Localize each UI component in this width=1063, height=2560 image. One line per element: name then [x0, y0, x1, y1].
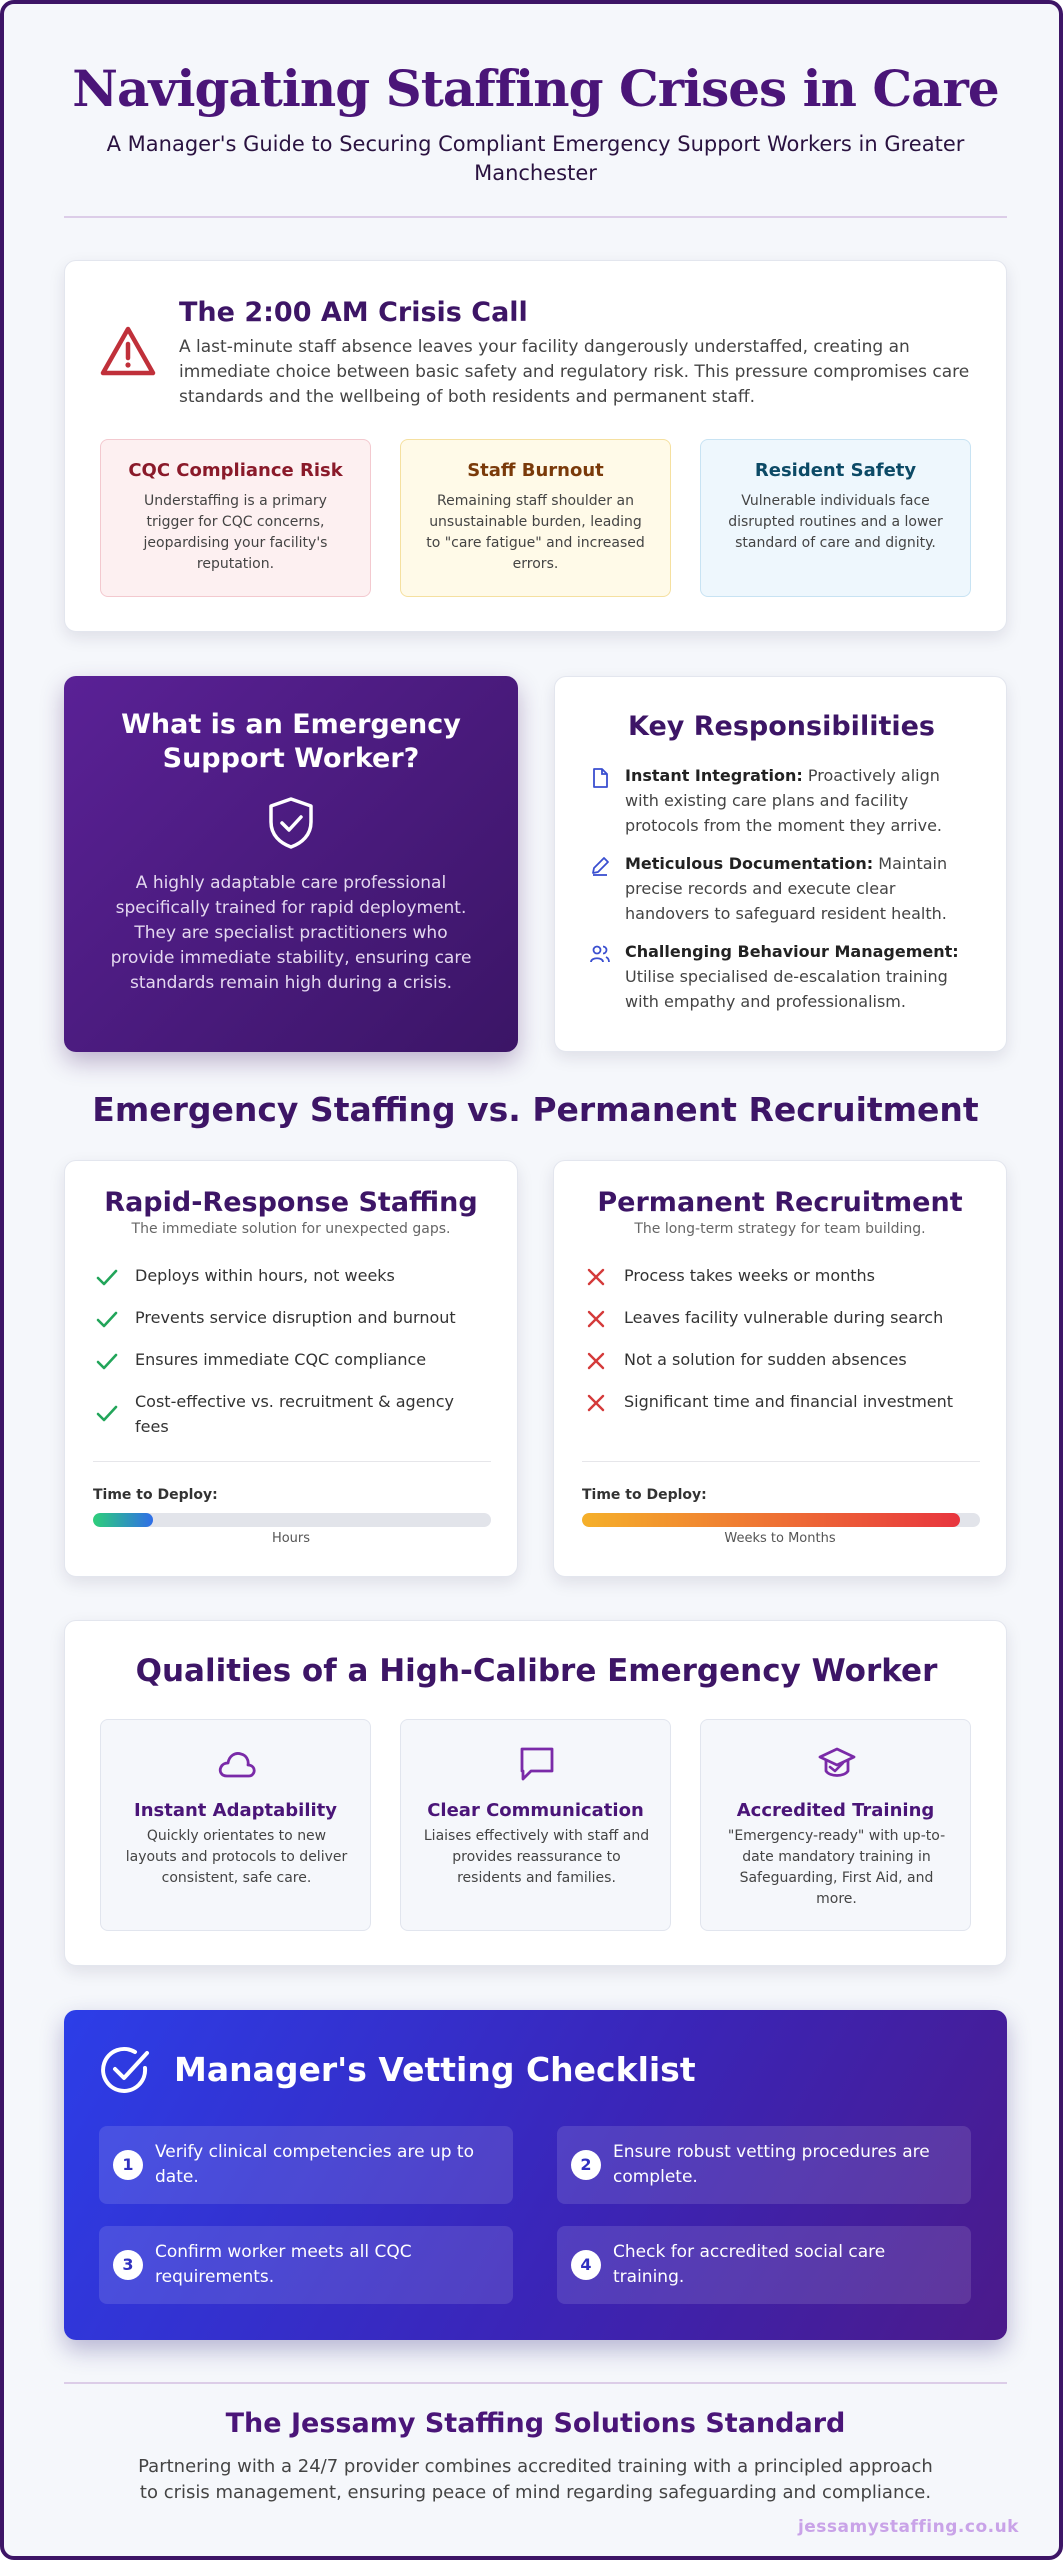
risk-resident-safety [700, 439, 971, 597]
deploy-time-bar [93, 1513, 491, 1527]
divider [93, 1461, 491, 1462]
rapid-item: Ensures immediate CQC compliance [135, 1350, 427, 1369]
responsibility-text: Utilise specialised de-escalation training with empathy and professionalism. [625, 967, 948, 1011]
responsibilities-title: Key Responsibilities [628, 711, 935, 742]
rapid-item: Deploys within hours, not weeks [135, 1266, 395, 1285]
risk-title: Resident Safety [754, 460, 917, 481]
deploy-caption: Weeks to Months [724, 1531, 836, 1546]
permanent-item: Not a solution for sudden absences [624, 1350, 907, 1369]
step-number: 3 [113, 2250, 143, 2280]
permanent-item: Process takes weeks or months [624, 1266, 875, 1285]
risk-text: Remaining staff shoulder an unsustainable burden, leading to "care fatigue" and increased errors. [426, 493, 645, 572]
document-icon [589, 767, 611, 789]
graduation-cap-icon [816, 1744, 858, 1784]
quality-communication [400, 1719, 671, 1931]
quality-text: Quickly orientates to new layouts and protocols to deliver consistent, safe care. [125, 1828, 348, 1886]
page-title: Navigating Staffing Crises in Care [72, 59, 999, 118]
comparison-title: Emergency Staffing vs. Permanent Recruitment [92, 1090, 979, 1129]
rapid-item: Prevents service disruption and burnout [135, 1308, 456, 1327]
deploy-caption: Hours [271, 1531, 311, 1546]
quality-adaptability [100, 1719, 371, 1931]
checklist-step [557, 2126, 971, 2204]
responsibilities-card [554, 676, 1007, 1052]
deploy-label: Time to Deploy: [582, 1487, 707, 1503]
vetting-checklist-card [64, 2010, 1007, 2340]
esw-text: A highly adaptable care professional specifically trained for rapid deployment. They are specialist practitioners who provide immediate stability, ensuring care standards remain high during a crisis. [110, 873, 472, 993]
risk-burnout [400, 439, 671, 597]
check-icon [95, 1265, 119, 1289]
step-text: Verify clinical competencies are up to date. [155, 2142, 474, 2187]
cross-icon [584, 1349, 608, 1373]
permanent-subtitle: The long-term strategy for team building. [634, 1221, 926, 1237]
cross-icon [584, 1391, 608, 1415]
step-number: 2 [571, 2150, 601, 2180]
responsibility-text: Proactively align with existing care plans and facility protocols from the moment they arrive. [625, 766, 942, 835]
responsibility-lead: Instant Integration: [625, 766, 803, 785]
crisis-title: The 2:00 AM Crisis Call [179, 297, 528, 328]
rapid-response-card [64, 1160, 518, 1577]
divider [582, 1461, 980, 1462]
permanent-title: Permanent Recruitment [597, 1187, 963, 1218]
checklist-step [99, 2126, 513, 2204]
risk-text: Vulnerable individuals face disrupted routines and a lower standard of care and dignity. [728, 493, 943, 551]
risk-title: CQC Compliance Risk [128, 460, 343, 481]
quality-title: Accredited Training [736, 1800, 935, 1821]
responsibility-item [625, 763, 975, 838]
risk-title: Staff Burnout [467, 460, 604, 481]
check-icon [95, 1349, 119, 1373]
step-text: Ensure robust vetting procedures are complete. [613, 2142, 930, 2187]
footer-website-link[interactable]: jessamystaffing.co.uk [797, 2517, 1019, 2537]
permanent-item: Leaves facility vulnerable during search [624, 1308, 944, 1327]
rapid-title: Rapid-Response Staffing [104, 1187, 478, 1218]
esw-title: What is an Emergency Support Worker? [121, 709, 461, 774]
footer-text: Partnering with a 24/7 provider combines accredited training with a principled approach to crisis management, ensuring peace of mind regarding safeguarding and compliance. [138, 2456, 933, 2503]
cloud-icon [216, 1744, 258, 1784]
deploy-time-fill [582, 1513, 960, 1527]
users-icon [589, 943, 611, 965]
rapid-item: Cost-effective vs. recruitment & agency fees [135, 1392, 454, 1436]
qualities-card [64, 1620, 1007, 1966]
permanent-item: Significant time and financial investment [624, 1392, 954, 1411]
deploy-label: Time to Deploy: [93, 1487, 218, 1503]
qualities-title: Qualities of a High-Calibre Emergency Worker [135, 1653, 938, 1689]
speech-bubble-icon [516, 1744, 558, 1784]
pen-icon [589, 855, 611, 877]
responsibility-lead: Meticulous Documentation: [625, 854, 874, 873]
checklist-step [557, 2226, 971, 2304]
quality-training [700, 1719, 971, 1931]
responsibility-item [625, 851, 975, 926]
warning-triangle-icon [100, 325, 156, 377]
step-number: 1 [113, 2150, 143, 2180]
check-circle-icon [99, 2044, 151, 2096]
quality-text: Liaises effectively with staff and provides reassurance to residents and families. [423, 1828, 650, 1886]
quality-title: Instant Adaptability [134, 1800, 337, 1821]
crisis-text: A last-minute staff absence leaves your facility dangerously understaffed, creating an immediate choice between basic safety and regulatory risk. This pressure compromises care standards and the wellbeing of both residents and permanent staff. [179, 337, 970, 407]
checklist-title: Manager's Vetting Checklist [174, 2050, 696, 2089]
step-text: Confirm worker meets all CQC requirements. [155, 2242, 412, 2287]
crisis-card [64, 260, 1007, 632]
deploy-time-fill [93, 1513, 153, 1527]
risk-text: Understaffing is a primary trigger for CQC concerns, jeopardising your facility's reputation. [143, 493, 328, 572]
responsibility-text: Maintain precise records and execute clear handovers to safeguard resident health. [625, 854, 948, 923]
permanent-recruitment-card [553, 1160, 1007, 1577]
divider [64, 2382, 1007, 2384]
responsibility-lead: Challenging Behaviour Management: [625, 942, 959, 961]
page-subtitle: A Manager's Guide to Securing Compliant Emergency Support Workers in Greater Manchester [106, 132, 965, 185]
divider [64, 216, 1007, 218]
quality-title: Clear Communication [427, 1800, 644, 1821]
deploy-time-bar [582, 1513, 980, 1527]
check-icon [95, 1401, 119, 1425]
rapid-subtitle: The immediate solution for unexpected gaps. [131, 1221, 451, 1237]
shield-check-icon [266, 796, 316, 850]
cross-icon [584, 1265, 608, 1289]
footer-title: The Jessamy Staffing Solutions Standard [225, 2408, 846, 2439]
responsibility-item [625, 939, 975, 1014]
esw-card [64, 676, 518, 1052]
step-number: 4 [571, 2250, 601, 2280]
step-text: Check for accredited social care training. [613, 2242, 886, 2287]
cross-icon [584, 1307, 608, 1331]
checklist-step [99, 2226, 513, 2304]
check-icon [95, 1307, 119, 1331]
quality-text: "Emergency-ready" with up-to-date mandatory training in Safeguarding, First Aid, and more. [727, 1828, 946, 1907]
risk-cqc [100, 439, 371, 597]
